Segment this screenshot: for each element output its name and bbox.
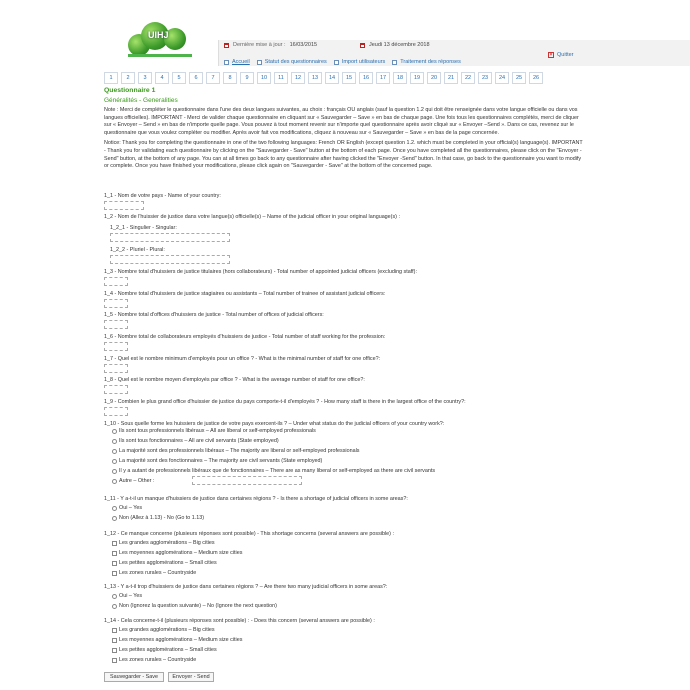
q1-13-option[interactable]: Oui – Yes — [112, 593, 142, 599]
quit-link[interactable] — [548, 52, 574, 58]
other-input[interactable] — [192, 476, 302, 485]
page-link[interactable]: 8 — [223, 72, 237, 84]
q1-3-input[interactable] — [104, 277, 128, 286]
app-header — [0, 0, 690, 70]
singular-input[interactable] — [110, 233, 230, 242]
page-link[interactable]: 21 — [444, 72, 458, 84]
close-icon: × — [549, 52, 553, 58]
page-link[interactable]: 9 — [240, 72, 254, 84]
q1-14-option[interactable]: Les petites agglomérations – Small cities — [112, 647, 217, 653]
calendar-icon — [224, 43, 229, 48]
logo-text: UIHJ — [148, 30, 169, 40]
page-link[interactable]: 13 — [308, 72, 322, 84]
page-link[interactable]: 6 — [189, 72, 203, 84]
page-link[interactable]: 5 — [172, 72, 186, 84]
question-1-2-2: 1_2_2 - Pluriel - Plural: — [110, 247, 165, 253]
checkbox[interactable] — [112, 541, 117, 546]
question-1-11: 1_11 - Y a-t-il un manque d'huissiers de justice dans certaines régions ? - Is there a shortage of judicial officers in some areas?: — [104, 496, 408, 502]
radio-button[interactable] — [112, 439, 117, 444]
last-update-label: Dernière mise à jour : — [233, 42, 286, 48]
q1-10-option[interactable]: Ils sont tous professionnels libéraux – All are liberal or self-employed professionals — [112, 428, 316, 434]
nav-traitement[interactable]: Traitement des réponses — [392, 59, 461, 65]
page-title: Questionnaire 1 — [104, 87, 156, 94]
current-date-text: Jeudi 13 décembre 2018 — [369, 42, 430, 48]
page-icon — [334, 60, 339, 65]
logo-band — [128, 54, 192, 57]
q1-14-option[interactable]: Les zones rurales – Countryside — [112, 657, 196, 663]
question-1-6: 1_6 - Nombre total de collaborateurs employés d'huissiers de justice - Total number of staff working for the profession: — [104, 334, 386, 340]
question-1-10: 1_10 - Sous quelle forme les huissiers de justice de votre pays exercent-ils ? – Under what status do the judicial officers of your country work?: — [104, 421, 445, 427]
plural-input[interactable] — [110, 255, 230, 264]
page-link[interactable]: 16 — [359, 72, 373, 84]
nav-import[interactable]: Import utilisateurs — [334, 59, 385, 65]
q1-12-option[interactable]: Les moyennes agglomérations – Medium size cities — [112, 550, 242, 556]
radio-button[interactable] — [112, 469, 117, 474]
last-update-value: 16/03/2015 — [289, 42, 318, 48]
question-1-5: 1_5 - Nombre total d'offices d'huissiers de justice - Total number of offices of judicial officers: — [104, 312, 324, 318]
question-1-4: 1_4 - Nombre total d'huissiers de justice stagiaires ou assistants – Total number of trainee of assistant judicial officers: — [104, 291, 386, 297]
q1-14-option[interactable]: Les moyennes agglomérations – Medium size cities — [112, 637, 242, 643]
checkbox[interactable] — [112, 628, 117, 633]
q1-5-input[interactable] — [104, 320, 128, 329]
page-link[interactable]: 1 — [104, 72, 118, 84]
q1-10-option[interactable]: Ils sont tous fonctionnaires – All are civil servants (State employed) — [112, 438, 279, 444]
send-button[interactable]: Envoyer - Send — [168, 672, 214, 682]
page-icon — [224, 60, 229, 65]
page-link[interactable]: 14 — [325, 72, 339, 84]
radio-button[interactable] — [112, 429, 117, 434]
radio-button[interactable] — [112, 516, 117, 521]
nav-statut[interactable]: Statut des questionnaires — [257, 59, 327, 65]
q1-12-option[interactable]: Les zones rurales – Countryside — [112, 570, 196, 576]
question-1-2-1: 1_2_1 - Singulier - Singular: — [110, 225, 177, 231]
save-button[interactable]: Sauvegarder - Save — [104, 672, 164, 682]
current-date — [360, 42, 430, 48]
questionnaire-pager — [104, 72, 543, 84]
q1-10-option[interactable]: La majorité sont des professionnels libéraux – The majority are liberal or self-employed professionals — [112, 448, 360, 454]
uihj-logo[interactable] — [128, 22, 190, 60]
q1-13-option[interactable]: Non (Ignorez la question suivante) – No (Ignore the next question) — [112, 603, 277, 609]
q1-12-option[interactable]: Les petites agglomérations – Small cities — [112, 560, 217, 566]
top-nav — [224, 59, 461, 65]
page-link[interactable]: 25 — [512, 72, 526, 84]
q1-8-input[interactable] — [104, 385, 128, 394]
question-1-8: 1_8 - Quel est le nombre moyen d'employés par office ? - What is the average number of staff for one office?: — [104, 377, 365, 383]
nav-accueil[interactable]: Accueil — [224, 59, 250, 65]
page-link[interactable]: 17 — [376, 72, 390, 84]
page-link[interactable]: 19 — [410, 72, 424, 84]
page-link[interactable]: 7 — [206, 72, 220, 84]
q1-11-option[interactable]: Oui – Yes — [112, 505, 142, 511]
page-link[interactable]: 22 — [461, 72, 475, 84]
question-1-7: 1_7 - Quel est le nombre minimum d'employés pour un office ? - What is the minimal number of staff for one office?: — [104, 356, 381, 362]
checkbox[interactable] — [112, 561, 117, 566]
page-link[interactable]: 18 — [393, 72, 407, 84]
page-link[interactable]: 26 — [529, 72, 543, 84]
radio-button[interactable] — [112, 449, 117, 454]
page-subtitle: Généralités - Generalities — [104, 97, 178, 104]
page-link[interactable]: 24 — [495, 72, 509, 84]
q1-6-input[interactable] — [104, 342, 128, 351]
q1-7-input[interactable] — [104, 364, 128, 373]
note-en: Notice: Thank you for completing the questionnaire in one of the two following languages: French OR English (except question 1.2. which must be completed in your official(s) language(s). IMPORTANT - Thank you for validating each questionnaire by clicking on the "Sauvegarder - Save" button at the bottom of each page. Once you have completed all the questionnaires, please click on the "Envoyer - Send" button, at the bottom of any page. You can at all times go back to any questionnaire after having clicked the "Envoyer -Send" button. In that case, go back to the questionnaire you want to modify or complete. Once you have finished your modifications, please click again on "Sauvegarder - Save" at the bottom of the concerned page. — [104, 140, 583, 170]
page-link[interactable]: 3 — [138, 72, 152, 84]
question-1-2: 1_2 - Nom de l'huissier de justice dans votre langue(s) officielle(s) – Name of the judicial officer in your original language(s) : — [104, 214, 400, 220]
radio-button[interactable] — [112, 459, 117, 464]
page-link[interactable]: 10 — [257, 72, 271, 84]
question-1-14: 1_14 - Cela concerne-t-il (plusieurs réponses sont possible) : - Does this concern (several answers are possible) : — [104, 618, 375, 624]
q1-11-option[interactable]: Non (Allez à 1.13) - No (Go to 1.13) — [112, 515, 204, 521]
question-1-12: 1_12 - Ce manque concerne (plusieurs réponses sont possible) - This shortage concerns (several answers are possible) : — [104, 531, 394, 537]
question-1-13: 1_13 - Y a-t-il trop d'huissiers de justice dans certaines régions ? – Are there two many judicial officers in some areas?: — [104, 584, 388, 590]
country-input[interactable] — [104, 201, 144, 210]
calendar-icon — [360, 43, 365, 48]
page-link[interactable]: 12 — [291, 72, 305, 84]
question-1-3: 1_3 - Nombre total d'huissiers de justice titulaires (hors collaborateurs) - Total number of appointed judicial officers (excluding staff): — [104, 269, 417, 275]
page-icon — [257, 60, 262, 65]
page-link[interactable]: 2 — [121, 72, 135, 84]
page-icon — [392, 60, 397, 65]
radio-button[interactable] — [112, 506, 117, 511]
q1-10-other[interactable]: Autre – Other : — [112, 478, 154, 484]
q1-10-option[interactable]: Il y a autant de professionnels libéraux que de fonctionnaires – There are as many liberal or self-employed as there are civil servants — [112, 468, 435, 474]
note-fr: Note : Merci de compléter le questionnaire dans l'une des deux langues suivantes, au choix : français OU anglais (sauf la question 1.2 qui doit être renseignée dans votre langue officielle ou dans vos langues officielles). IMPORTANT - Merci de valider chaque questionnaire en cliquant sur « Sauvegarder – Save » en bas de chaque page. Une fois tous les questionnaires complétés, merci de cliquer sur « Envoyer – Send » en bas de n'importe quelle page. Vous pouvez à tout moment revenir sur n'importe quel questionnaire après avoir cliqué sur « Envoyer –Send ». Dans ce cas, revenez sur le questionnaire que vous voulez compléter ou modifier. Après avoir fait vos modifications, cliquez à nouveau sur « Sauvegarder – Save » en bas de la page concernée. — [104, 107, 579, 136]
checkbox[interactable] — [112, 638, 117, 643]
checkbox[interactable] — [112, 571, 117, 576]
checkbox[interactable] — [112, 658, 117, 663]
radio-button[interactable] — [112, 594, 117, 599]
radio-button[interactable] — [112, 604, 117, 609]
q1-9-input[interactable] — [104, 407, 128, 416]
questionnaire-intro — [104, 87, 584, 171]
q1-10-option[interactable]: La majorité sont des fonctionnaires – The majority are civil servants (State employed) — [112, 458, 322, 464]
q1-4-input[interactable] — [104, 299, 128, 308]
q1-14-option[interactable]: Les grandes agglomérations – Big cities — [112, 627, 215, 633]
page-link[interactable]: 20 — [427, 72, 441, 84]
quit-label[interactable]: Quitter — [557, 52, 574, 58]
radio-button[interactable] — [112, 479, 117, 484]
page-link[interactable]: 11 — [274, 72, 288, 84]
page-link[interactable]: 23 — [478, 72, 492, 84]
question-1-9: 1_9 - Combien le plus grand office d'huissier de justice du pays comporte-t-il d'employés ? - How many staff is there in the largest office of the country?: — [104, 399, 466, 405]
question-1-1: 1_1 - Nom de votre pays - Name of your country: — [104, 193, 221, 199]
page-link[interactable]: 15 — [342, 72, 356, 84]
last-update — [224, 42, 317, 48]
q1-12-option[interactable]: Les grandes agglomérations – Big cities — [112, 540, 215, 546]
checkbox[interactable] — [112, 551, 117, 556]
checkbox[interactable] — [112, 648, 117, 653]
page-link[interactable]: 4 — [155, 72, 169, 84]
